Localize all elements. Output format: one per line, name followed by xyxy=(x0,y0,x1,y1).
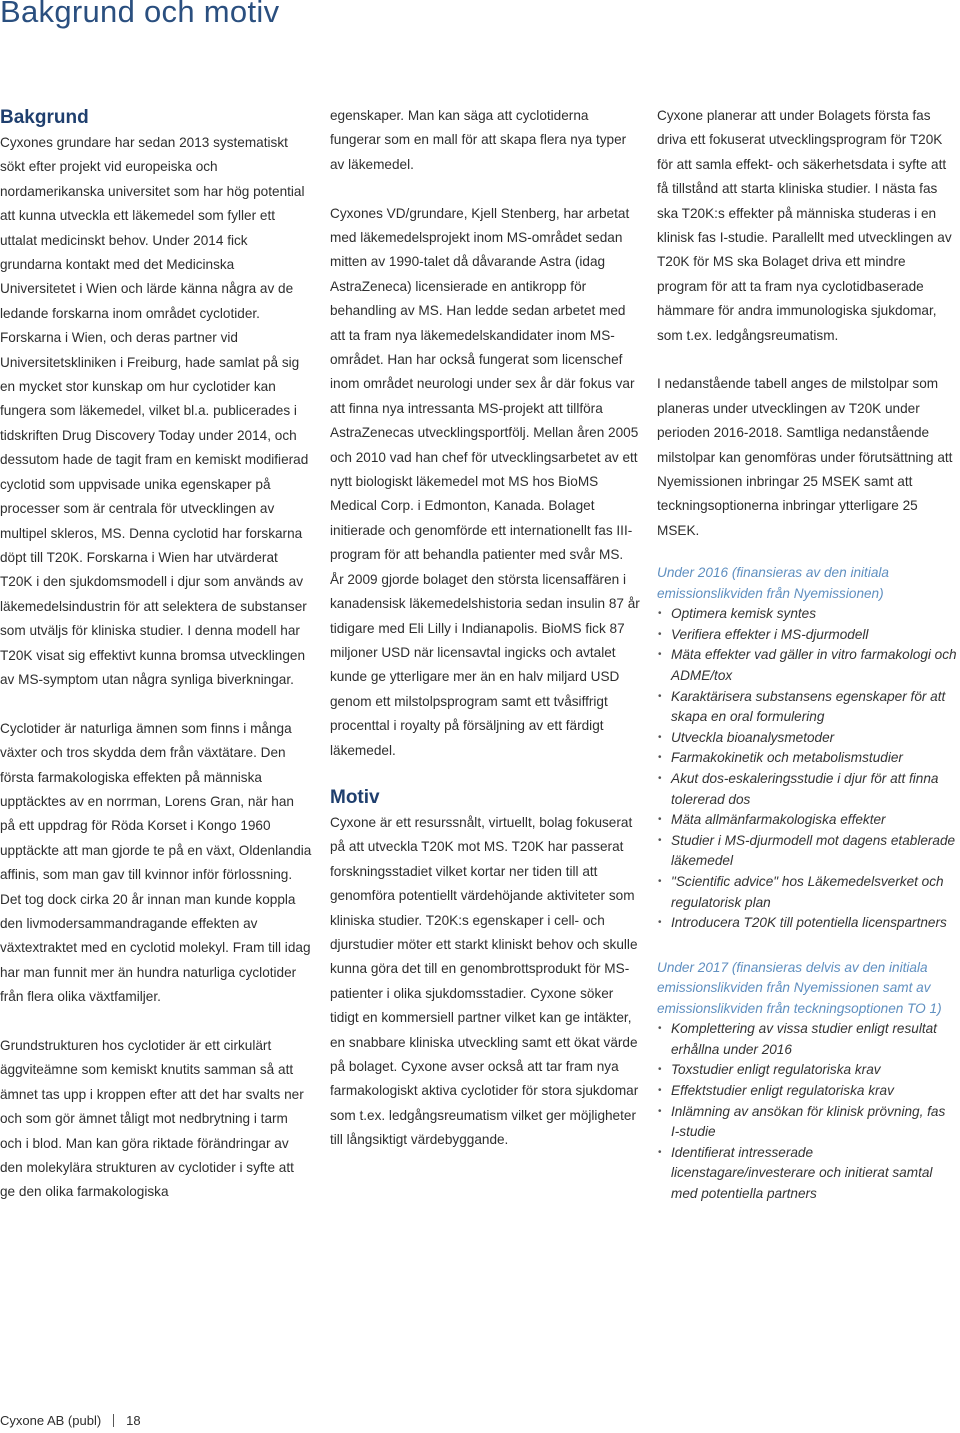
list-item: • Utveckla bioanalysmetoder xyxy=(657,728,957,749)
list-item: • Toxstudier enligt regulatoriska krav xyxy=(657,1060,957,1081)
list-item: • Introducera T20K till potentiella licenspartners xyxy=(657,913,957,934)
column-right xyxy=(657,104,957,1205)
list-item: • Effektstudier enligt regulatoriska krav xyxy=(657,1081,957,1102)
list-item: • Komplettering av vissa studier enligt resultat erhållna under 2016 xyxy=(657,1019,957,1060)
bakgrund-paragraph-4: egenskaper. Man kan säga att cyclotiderna fungerar som en mall för att skapa flera nya typer av läkemedel. xyxy=(330,108,627,172)
footer-company: Cyxone AB (publ) xyxy=(0,1413,102,1428)
milestones-2017-title: Under 2017 (finansieras delvis av den initiala emissionslikviden från Nyemissionen samt av emissionslikviden från teckningsoptionen TO 1) xyxy=(657,959,942,1016)
list-item: • Farmakokinetik och metabolismstudier xyxy=(657,748,957,769)
bakgrund-paragraph-2: Cyclotider är naturliga ämnen som finns i många växter och tros skydda dem från växtätare. Den första farmakologiska effekten på människa upptäcktes av en norrman, Lorens Gran, när han på ett uppdrag för Röda Korset i Kongo 1960 upptäckte att man gjorde te på en växt, Oldenlandia affinis, som man gav till kvinnor inför förlossning. Det tog dock cirka 20 år innan man kunde koppla den livmodersammandragande effekten av växtextraktet med en cyclotid molekyl. Fram till idag har man funnit mer än hundra naturliga cyclotider från flera olika växtfamiljer. xyxy=(0,720,312,1005)
list-item: • "Scientific advice" hos Läkemedelsverket och regulatorisk plan xyxy=(657,872,957,913)
milestones-2017-list xyxy=(657,1019,957,1204)
bakgrund-paragraph-3: Grundstrukturen hos cyclotider är ett cirkulärt äggviteämne som kemiskt knutits samman så att ämnet tas upp i kroppen efter att det har svalts ner och som gör ämnet tåligt mot nedbrytning i tarm och i blod. Man kan göra riktade förändringar av den molekylära strukturen av cyclotider i syfte att ge den olika farmakologiska xyxy=(0,1038,304,1200)
bakgrund-paragraph-5: Cyxones VD/grundare, Kjell Stenberg, har arbetat med läkemedelsprojekt inom MS-området sedan mitten av 1990-talet då dåvarande Astra (idag AstraZeneca) licensierade en antikropp för behandling av MS. Han ledde sedan arbetet med att ta fram nya läkemedelskandidater inom MS-området. Han har också fungerat som licenschef inom området neurologi under sex år där fokus var att finna nya intressanta MS-projekt att tillföra AstraZenecas utvecklingsportfölj. Mellan åren 2005 och 2010 vad han chef för utvecklingsarbetet av ett nytt biologiskt läkemedel mot MS hos BioMS Medical Corp. i Edmonton, Kanada. Bolaget initierade och genomförde ett internationellt fas III-program för att behandla patienter med svår MS. År 2009 gjorde bolaget den största licensaffären i kanadensisk läkemedelshistoria sedan insulin 87 år tidigare med Eli Lilly i Indianapolis. BioMS fick 87 miljoner USD när licensavtal ingicks och avtalet kunde ge ytterligare mer än en halv miljard USD genom ett milstolpsprogram samt ett tvåsiffrigt procenttal i royalty på försäljning av ett färdigt läkemedel. xyxy=(330,205,640,758)
bakgrund-paragraph-1: Cyxones grundare har sedan 2013 systematiskt sökt efter projekt vid europeiska och nordamerikanska universitet som har hög potential att kunna utveckla ett läkemedel som fyller ett uttalat medicinskt behov. Under 2014 fick grundarna kontakt med det Medicinska Universitetet i Wien och lärde känna några av de ledande forskarna inom området cyclotider. Forskarna i Wien, och deras partner vid Universitetskliniken i Freiburg, hade samlat på sig en mycket stor kunskap om hur cyclotider kan fungera som läkemedel, vilket bl.a. publicerades i tidskriften Drug Discovery Today under 2014, och dessutom hade de tagit fram en kemiskt modifierad cyclotid som uppvisade unika egenskaper på processer som är centrala för utvecklingen av multipel skleros, MS. Denna cyclotid har forskarna döpt till T20K. Forskarna i Wien har utvärderat T20K i den sjukdomsmodell i djur som används av läkemedelsindustrin för att selektera de substanser som utväljs för kliniska studier. I denna modell har T20K visat sig effektivt kunna bromsa utvecklingen av MS-symptom utan några synliga biverkningar. xyxy=(0,135,309,687)
milestones-2016-list xyxy=(657,604,957,934)
milestones-2016-title: Under 2016 (finansieras av den initiala emissionslikviden från Nyemissionen) xyxy=(657,565,889,601)
column-middle xyxy=(330,104,640,1153)
section-heading-motiv: Motiv xyxy=(330,786,380,808)
list-item: • Optimera kemisk syntes xyxy=(657,604,957,625)
motiv-paragraph-2: Cyxone planerar att under Bolagets första fas driva ett fokuserat utvecklingsprogram för T20K för att samla effekt- och säkerhetsdata i syfte att få tillstånd att starta kliniska studier. I nästa fas ska T20K:s effekter på människa studeras i en klinisk fas I-studie. Parallellt med utvecklingen av T20K för MS ska Bolaget driva ett mindre program för att ta fram nya cyclotidbaserade hämmare för andra immunologiska sjukdomar, som t.ex. ledgångsreumatism. xyxy=(657,108,952,343)
list-item: • Karaktärisera substansens egenskaper för att skapa en oral formulering xyxy=(657,687,957,728)
page-title: Bakgrund och motiv xyxy=(0,0,280,29)
page-footer xyxy=(0,1413,141,1429)
list-item: • Studier i MS-djurmodell mot dagens etablerade läkemedel xyxy=(657,831,957,872)
list-item: • Verifiera effekter i MS-djurmodell xyxy=(657,625,957,646)
list-item: • Mäta allmänfarmakologiska effekter xyxy=(657,810,957,831)
page-number: 18 xyxy=(126,1413,141,1428)
column-left xyxy=(0,104,312,1205)
footer-divider xyxy=(113,1414,114,1427)
motiv-paragraph-3: I nedanstående tabell anges de milstolpar som planeras under utvecklingen av T20K under perioden 2016-2018. Samtliga nedanstående milstolpar kan genomföras under förutsättning att Nyemissionen inbringar 25 MSEK samt att teckningsoptionerna inbringar ytterligare 25 MSEK. xyxy=(657,376,953,538)
motiv-paragraph-1: Cyxone är ett resurssnålt, virtuellt, bolag fokuserat på att utveckla T20K mot MS. T20K har passerat forskningsstadiet vilket kortar ner tiden till att genomföra potentiellt värdehöjande aktiviteter som kliniska studier. T20K:s egenskaper i cell- och djurstudier möter ett starkt kliniskt behov och skulle kunna göra det till en genombrottsprodukt för MS-patienter i olika sjukdomsstadier. Cyxone söker tidigt en kommersiell partner vilket kan ge intäkter, en snabbare kliniska utveckling samt ett ökat värde på bolaget. Cyxone avser också att tar fram nya farmakologiskt aktiva cyclotider för stora sjukdomar som t.ex. ledgångsreumatism vilket ger möjligheter till långsiktigt värdebyggande. xyxy=(330,814,639,1148)
list-item: • Inlämning av ansökan för klinisk prövning, fas I-studie xyxy=(657,1102,957,1143)
list-item: • Mäta effekter vad gäller in vitro farmakologi och ADME/tox xyxy=(657,645,957,686)
list-item: • Identifierat intresserade licenstagare/investerare och initierat samtal med potentiella partners xyxy=(657,1143,957,1205)
section-heading-bakgrund: Bakgrund xyxy=(0,107,89,128)
list-item: • Akut dos-eskaleringsstudie i djur för att finna tolererad dos xyxy=(657,769,957,810)
